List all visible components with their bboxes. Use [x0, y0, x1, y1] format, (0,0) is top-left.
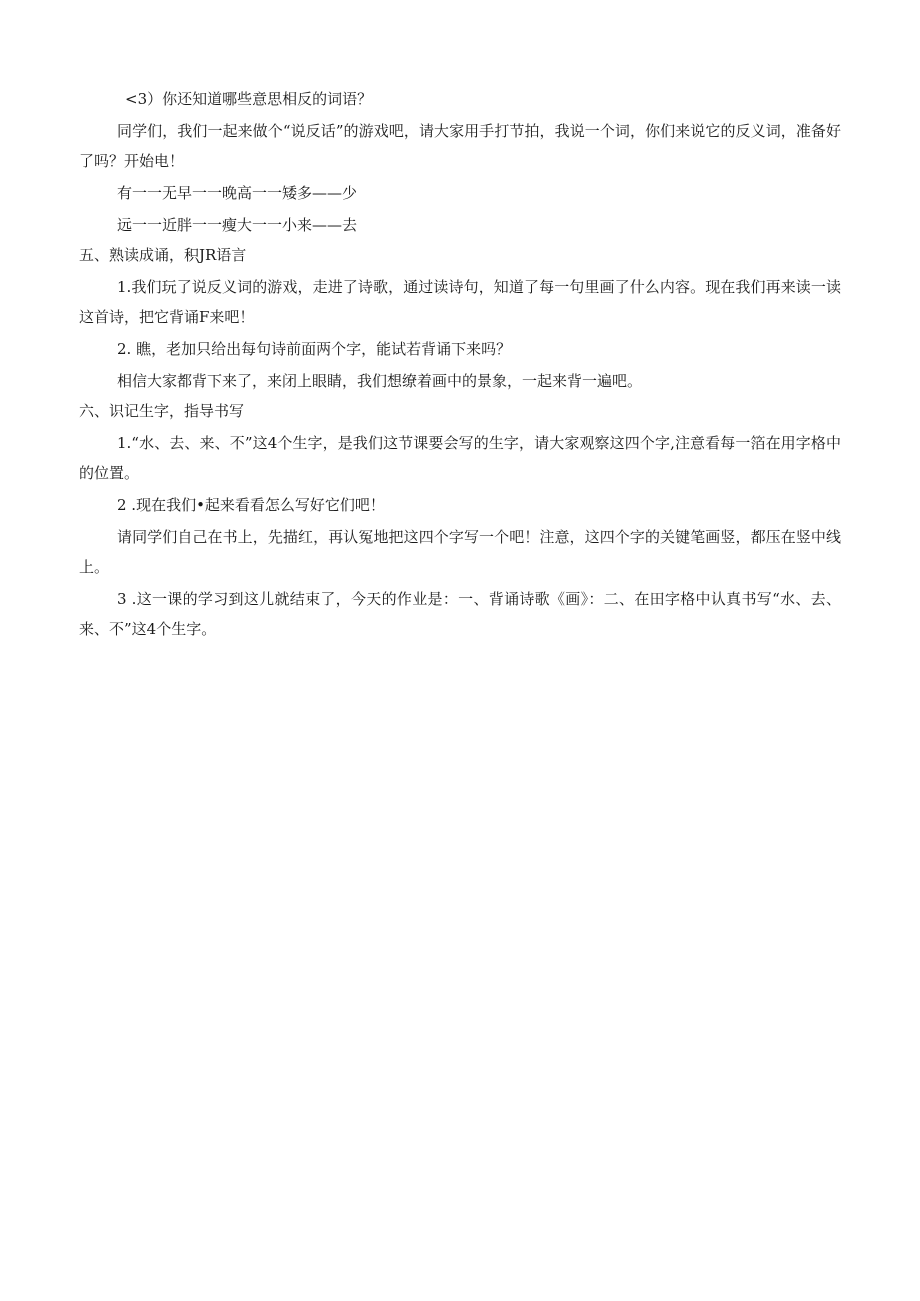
question-3: <3）你还知道哪些意思相反的词语？	[125, 90, 373, 108]
paragraph-tracing: 请同学们自己在书上，先描红，再认冤地把这四个字写一个吧！注意，这四个字的关键笔画竖，都压在竖中线上。	[79, 528, 841, 576]
section-heading-6: 六、识记生字，指导书写	[79, 402, 245, 420]
antonym-pairs-2: 远一一近胖一一瘦大一一小来——去	[117, 216, 358, 234]
paragraph-recite: 相信大家都背下来了，来闭上眼睛，我们想缭着画中的景象，一起来背一遍吧。	[117, 372, 643, 390]
paragraph-characters-1: 1.“水、去、来、不”这4个生字，是我们这节课要会写的生字，请大家观察这四个字,注意看每一箔在用字格中的位置。	[79, 434, 841, 482]
section-heading-5: 五、熟读成诵，积JR语言	[79, 246, 247, 264]
antonym-pairs-1: 有一一无早一一晚高一一矮多——少	[117, 184, 358, 202]
paragraph-characters-2: 2 .现在我们•起来看看怎么写好它们吧！	[117, 496, 385, 514]
paragraph-antonym-game: 同学们，我们一起来做个“说反话”的游戏吧，请大家用手打节拍，我说一个词，你们来说它的反义词，准备好了吗？开始电！	[79, 122, 841, 170]
document-body	[79, 84, 841, 644]
paragraph-step-1: 1.我们玩了说反义词的游戏，走进了诗歌，通过读诗句，知道了每一句里画了什么内容。现在我们再来读一读这首诗，把它背诵F来吧！	[79, 278, 841, 326]
paragraph-step-2: 2. 瞧，老加只给出每句诗前面两个字，能试若背诵下来吗？	[117, 340, 512, 358]
paragraph-homework: 3 .这一课的学习到这儿就结束了，今天的作业是：一、背诵诗歌《画》：二、在田字格中认真书写“水、去、来、不”这4个生字。	[79, 590, 841, 638]
